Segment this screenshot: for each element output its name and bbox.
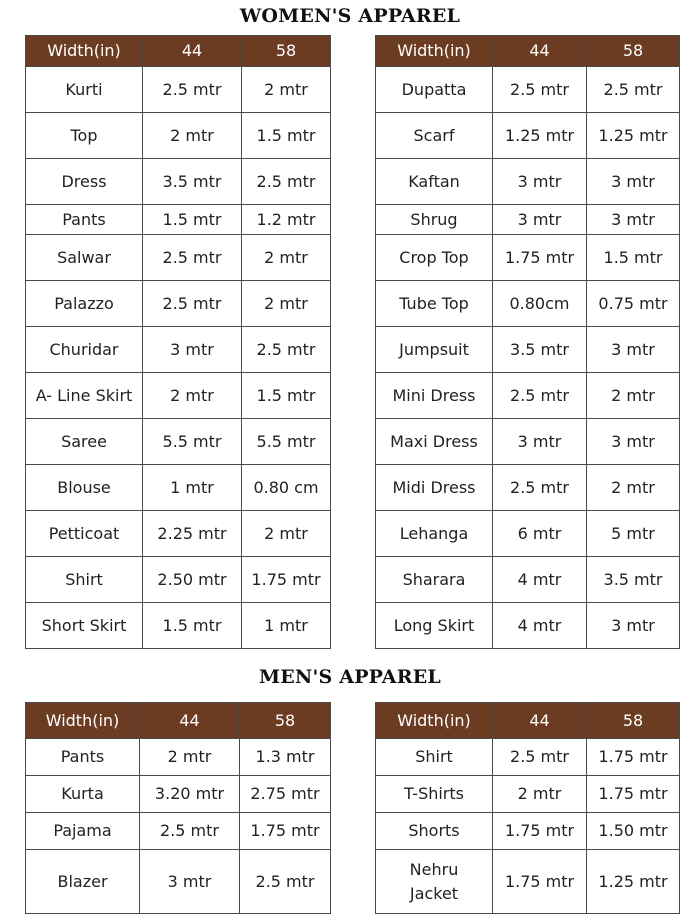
cell-item: Mini Dress [376,373,493,419]
header-item: Width(in) [26,703,140,739]
cell-item: Dress [26,159,143,205]
table-row [26,776,331,813]
cell-width-44: 2 mtr [143,373,242,419]
cell-item: Jumpsuit [376,327,493,373]
table-row [376,373,680,419]
cell-width-44: 2 mtr [140,739,240,776]
cell-width-58: 1.25 mtr [587,113,680,159]
header-width-44: 44 [143,36,242,67]
cell-width-44: 1.75 mtr [493,813,587,850]
cell-width-58: 3 mtr [587,205,680,235]
cell-width-58: 1.75 mtr [587,776,680,813]
cell-width-44: 1 mtr [143,465,242,511]
cell-item: Scarf [376,113,493,159]
cell-width-58: 2 mtr [242,67,331,113]
cell-item: Nehru Jacket [376,850,493,914]
cell-item: Crop Top [376,235,493,281]
cell-width-44: 4 mtr [493,557,587,603]
cell-width-44: 1.5 mtr [143,205,242,235]
cell-width-44: 2.5 mtr [493,373,587,419]
cell-width-58: 2.75 mtr [240,776,331,813]
header-width-44: 44 [493,36,587,67]
table-row [26,205,331,235]
header-item: Width(in) [376,36,493,67]
cell-item: Sharara [376,557,493,603]
cell-width-58: 1.75 mtr [240,813,331,850]
cell-item: Lehanga [376,511,493,557]
cell-width-58: 2.5 mtr [242,159,331,205]
header-item: Width(in) [26,36,143,67]
table-row [26,373,331,419]
table-row [26,159,331,205]
table-row [26,327,331,373]
cell-width-58: 2 mtr [242,281,331,327]
table-row [376,850,680,914]
table-row [376,776,680,813]
cell-width-58: 2 mtr [587,465,680,511]
cell-width-44: 2.25 mtr [143,511,242,557]
cell-width-58: 3 mtr [587,419,680,465]
table-row [376,465,680,511]
table-row [376,327,680,373]
cell-item: Long Skirt [376,603,493,649]
cell-width-44: 1.75 mtr [493,235,587,281]
table-row [26,419,331,465]
table-row [26,67,331,113]
table-row [26,281,331,327]
cell-item: Churidar [26,327,143,373]
cell-width-44: 1.5 mtr [143,603,242,649]
cell-width-44: 2.5 mtr [143,67,242,113]
cell-width-44: 3.5 mtr [143,159,242,205]
cell-width-58: 1.2 mtr [242,205,331,235]
cell-item: A- Line Skirt [26,373,143,419]
table-row [26,603,331,649]
table-row [376,113,680,159]
cell-width-58: 0.80 cm [242,465,331,511]
header-width-44: 44 [493,703,587,739]
table-row [26,739,331,776]
cell-item: Salwar [26,235,143,281]
table-row [26,813,331,850]
cell-width-44: 4 mtr [493,603,587,649]
cell-item: Pajama [26,813,140,850]
cell-width-58: 3 mtr [587,603,680,649]
cell-width-58: 2 mtr [242,235,331,281]
table-row [26,465,331,511]
header-width-58: 58 [240,703,331,739]
table-row [26,511,331,557]
cell-item: Short Skirt [26,603,143,649]
table-row [376,67,680,113]
table-header-row [26,703,331,739]
table-row [26,235,331,281]
table-row [376,813,680,850]
table-row [376,419,680,465]
cell-width-44: 3 mtr [493,205,587,235]
cell-width-44: 0.80cm [493,281,587,327]
cell-width-58: 5.5 mtr [242,419,331,465]
cell-item: Kaftan [376,159,493,205]
cell-item: Pants [26,739,140,776]
cell-width-58: 3 mtr [587,159,680,205]
cell-item: Tube Top [376,281,493,327]
table-row [376,281,680,327]
cell-width-44: 3.5 mtr [493,327,587,373]
womens-fabric-table-right [375,35,680,649]
table-row [376,603,680,649]
cell-width-58: 1.75 mtr [587,739,680,776]
mens-apparel-title: MEN'S APPAREL [259,666,441,688]
cell-width-44: 2 mtr [143,113,242,159]
cell-width-58: 2 mtr [587,373,680,419]
table-row [376,739,680,776]
cell-width-58: 1.3 mtr [240,739,331,776]
cell-width-58: 3 mtr [587,327,680,373]
table-row [26,113,331,159]
mens-fabric-table-left [25,702,331,914]
cell-item: Kurti [26,67,143,113]
table-row [376,511,680,557]
cell-width-44: 3 mtr [140,850,240,914]
cell-width-44: 1.75 mtr [493,850,587,914]
cell-item: Shorts [376,813,493,850]
cell-width-44: 2 mtr [493,776,587,813]
header-width-44: 44 [140,703,240,739]
cell-width-44: 5.5 mtr [143,419,242,465]
cell-width-44: 2.50 mtr [143,557,242,603]
cell-width-44: 2.5 mtr [140,813,240,850]
table-row [26,850,331,914]
header-width-58: 58 [587,703,680,739]
cell-width-58: 3.5 mtr [587,557,680,603]
cell-width-58: 0.75 mtr [587,281,680,327]
table-row [376,205,680,235]
cell-width-44: 2.5 mtr [493,465,587,511]
table-row [376,235,680,281]
mens-fabric-table-right [375,702,680,914]
cell-item: Blouse [26,465,143,511]
cell-item: T-Shirts [376,776,493,813]
womens-apparel-title: WOMEN'S APPAREL [239,5,461,27]
cell-width-44: 2.5 mtr [143,281,242,327]
cell-width-44: 6 mtr [493,511,587,557]
cell-width-44: 1.25 mtr [493,113,587,159]
cell-item: Shrug [376,205,493,235]
table-header-row [376,36,680,67]
cell-width-44: 2.5 mtr [143,235,242,281]
cell-item: Palazzo [26,281,143,327]
cell-width-58: 1.5 mtr [242,113,331,159]
cell-item: Petticoat [26,511,143,557]
table-header-row [26,36,331,67]
cell-width-58: 1.5 mtr [587,235,680,281]
cell-width-58: 2 mtr [242,511,331,557]
cell-width-58: 2.5 mtr [240,850,331,914]
cell-item: Pants [26,205,143,235]
header-width-58: 58 [587,36,680,67]
cell-width-44: 3.20 mtr [140,776,240,813]
cell-item: Shirt [376,739,493,776]
table-row [26,557,331,603]
cell-item: Top [26,113,143,159]
cell-width-58: 1.25 mtr [587,850,680,914]
cell-width-58: 5 mtr [587,511,680,557]
cell-width-44: 2.5 mtr [493,739,587,776]
cell-width-58: 1.50 mtr [587,813,680,850]
cell-width-58: 1.5 mtr [242,373,331,419]
cell-width-58: 1.75 mtr [242,557,331,603]
table-header-row [376,703,680,739]
cell-width-44: 3 mtr [493,419,587,465]
cell-item: Blazer [26,850,140,914]
cell-item: Maxi Dress [376,419,493,465]
header-width-58: 58 [242,36,331,67]
table-row [376,159,680,205]
cell-width-44: 3 mtr [493,159,587,205]
cell-item: Dupatta [376,67,493,113]
womens-fabric-table-left [25,35,331,649]
cell-width-58: 1 mtr [242,603,331,649]
cell-item: Kurta [26,776,140,813]
table-row [376,557,680,603]
cell-width-44: 2.5 mtr [493,67,587,113]
cell-width-58: 2.5 mtr [587,67,680,113]
cell-width-58: 2.5 mtr [242,327,331,373]
cell-item: Saree [26,419,143,465]
cell-item: Shirt [26,557,143,603]
cell-item: Midi Dress [376,465,493,511]
cell-width-44: 3 mtr [143,327,242,373]
header-item: Width(in) [376,703,493,739]
